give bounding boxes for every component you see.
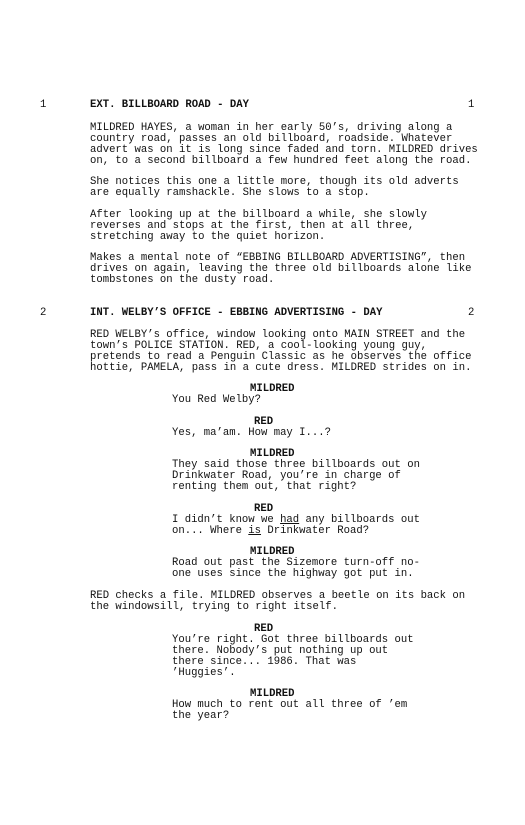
scene-1-action-3: After looking up at the billboard a while, she slowly reverses and stops at the first, then at all three, stretching away to the quiet horizon. [90,209,427,243]
scene-2-number-right: 2 [468,307,475,319]
dialogue-fragment: Drinkwater Road? [261,524,370,537]
character-cue: RED [254,623,274,635]
scene-1-heading: EXT. BILLBOARD ROAD - DAY [90,99,249,111]
scene-1-number-left: 1 [40,99,47,111]
dialogue: Road out past the Sizemore turn-off no- one uses since the highway got put in. [172,557,420,580]
dialogue-fragment: any billboards out on... Where [172,514,420,537]
dialogue: You Red Welby? [172,394,262,406]
dialogue: Yes, ma’am. How may I...? [172,427,331,439]
scene-1-action-1: MILDRED HAYES, a woman in her early 50’s, driving along a country road, passes an old billboard, roadside. Whatever advert was on it is long since faded and torn. MILDRED drives on, to a second billboard a few hundred feet along the road. [90,122,478,167]
scene-2-action-1: RED WELBY’s office, window looking onto MAIN STREET and the town’s POLICE STATION. RED, a cool-looking young guy, pretends to read a Penguin Classic as he observes the office hottie, PAMELA, pass in a cute dress. MILDRED strides on in. [90,329,472,374]
dialogue-fragment: I didn’t know we [172,514,281,526]
character-cue: RED [254,503,274,515]
scene-1-number-right: 1 [468,99,475,111]
character-cue: MILDRED [250,383,295,395]
character-cue: MILDRED [250,546,295,558]
scene-2-number-left: 2 [40,307,47,319]
character-cue: MILDRED [250,688,295,700]
dialogue-emphasis: had [280,514,300,526]
scene-1-action-2: She notices this one a little more, though its old adverts are equally ramshackle. She slows to a stop. [90,176,459,199]
dialogue-emphasis: is [248,524,262,537]
character-cue: RED [254,416,274,428]
scene-1-action-4: Makes a mental note of “EBBING BILLBOARD ADVERTISING”, then drives on again, leaving the three old billboards alone like tombstones on the dusty road. [90,252,472,286]
character-cue: MILDRED [250,448,295,460]
dialogue: You’re right. Got three billboards out there. Nobody’s put nothing up out there since... 1986. That was ’Huggies’. [172,634,414,679]
dialogue: They said those three billboards out on Drinkwater Road, you’re in charge of renting them out, that right? [172,459,420,493]
scene-2-action-2: RED checks a file. MILDRED observes a beetle on its back on the windowsill, trying to right itself. [90,590,466,613]
scene-2-heading: INT. WELBY’S OFFICE - EBBING ADVERTISING - DAY [90,307,383,319]
dialogue: How much to rent out all three of ’em the year? [172,699,408,722]
dialogue-underlined [172,515,432,537]
